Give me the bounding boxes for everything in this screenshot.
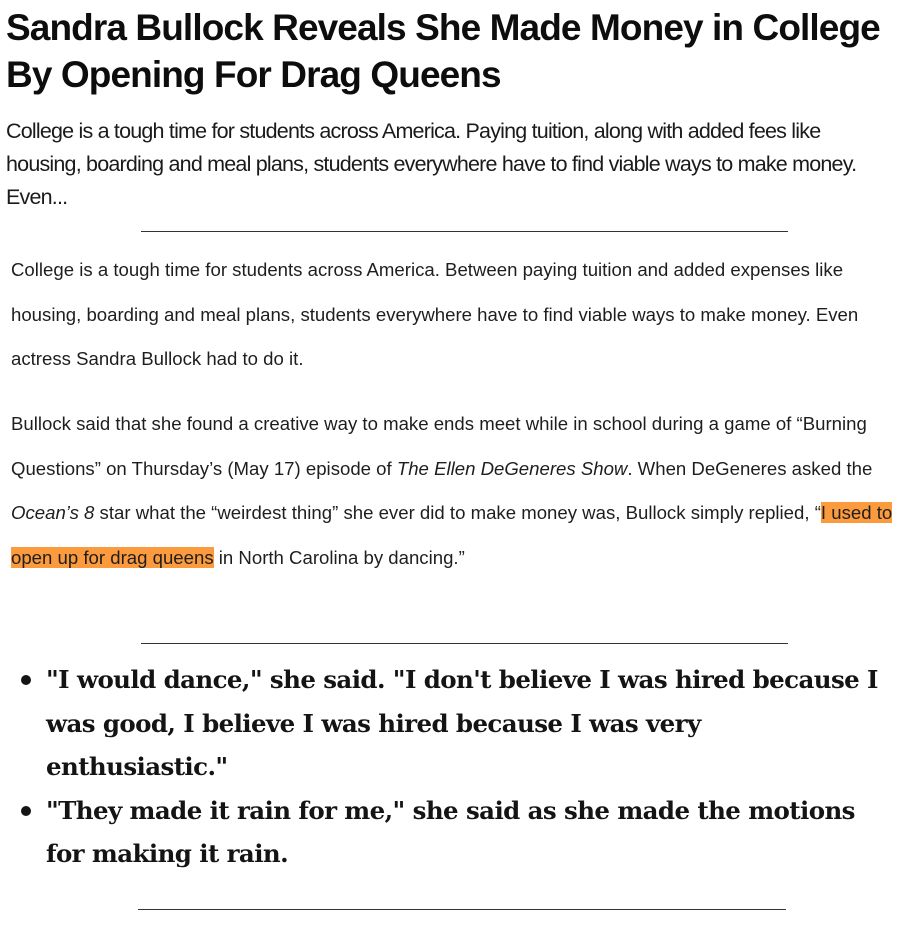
article-dek: College is a tough time for students across America. Paying tuition, along with added fees like housing, boarding and meal plans, students everywhere have to find viable ways to make money. Even... (6, 119, 857, 209)
paragraph-2-text: in North Carolina by dancing.” (213, 546, 465, 568)
paragraph-2-text: Bullock said that she found a creative way to make ends meet while in school during a game of “Burning Questions” on Thursday’s (May 17) episode of (11, 413, 867, 479)
divider-middle (141, 643, 788, 644)
highlighted-quote: I used to open up for drag queens (11, 502, 893, 568)
quote-bullet-list (0, 658, 900, 876)
article-headline: Sandra Bullock Reveals She Made Money in College By Opening For Drag Queens (6, 7, 880, 95)
bullet-text: "They made it rain for me," she said as she made the motions for making it rain. (46, 795, 855, 868)
body-paragraph-1: College is a tough time for students across America. Between paying tuition and added expenses like housing, boarding and meal plans, students everywhere have to find viable ways to make money. Even actress Sandra Bullock had to do it. (11, 259, 859, 369)
list-item (0, 789, 900, 876)
show-title: The Ellen DeGeneres Show (396, 457, 628, 479)
bullet-dot-icon (21, 806, 31, 816)
film-title: Ocean’s 8 (11, 502, 95, 523)
body-paragraph-2 (11, 402, 896, 580)
bullet-text: "I would dance," she said. "I don't believe I was hired because I was good, I believe I was hired because I was very enthusiastic." (46, 665, 878, 781)
divider-top (141, 231, 788, 232)
bullet-dot-icon (21, 675, 31, 685)
paragraph-2-text: . When DeGeneres asked the (627, 457, 873, 479)
paragraph-2-text: star what the “weirdest thing” she ever did to make money was, Bullock simply replied, “ (94, 502, 821, 523)
list-item (0, 658, 900, 789)
divider-bottom (138, 909, 786, 910)
